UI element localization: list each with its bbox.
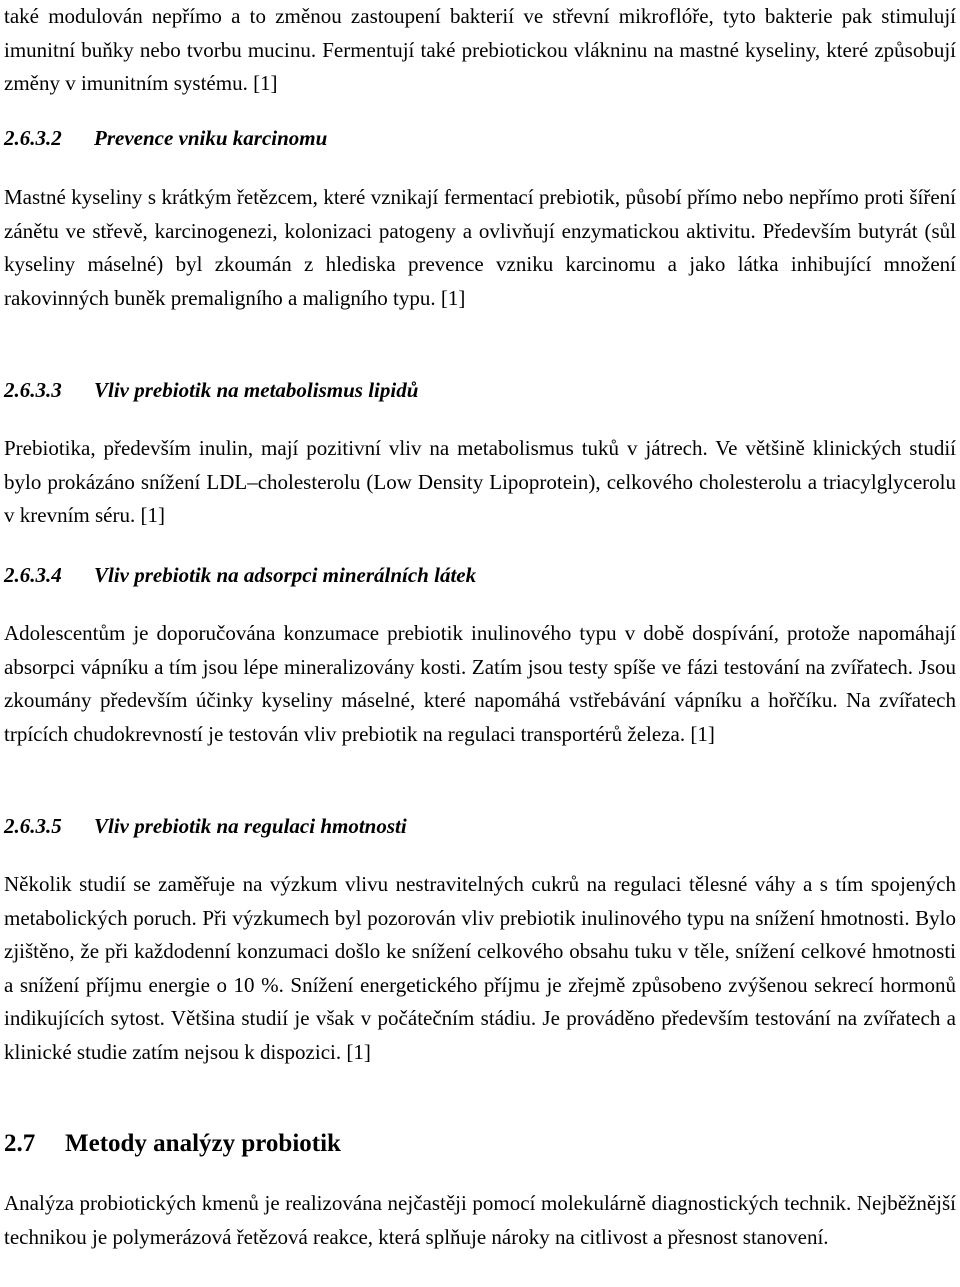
section-2-6-3-3-body	[4, 432, 956, 533]
section-2-6-3-2-body	[4, 181, 956, 315]
section-title: Prevence vniku karcinomu	[94, 126, 328, 150]
section-paragraph: Prebiotika, především inulin, mají pozitivní vliv na metabolismus tuků v játrech. Ve většině klinických studií bylo prokázáno snížení LDL–cholesterolu (Low Density Lipoprotein), celkového cholesterolu a triacylglycerolu v krevním séru. [1]	[4, 436, 956, 527]
section-2-6-3-4-body	[4, 617, 956, 751]
section-title: Vliv prebiotik na adsorpci minerálních látek	[94, 563, 477, 587]
section-paragraph: Adolescentům je doporučována konzumace prebiotik inulinového typu v době dospívání, protože napomáhají absorpci vápníku a tím jsou lépe mineralizovány kosti. Zatím jsou testy spíše ve fázi testování na zvířatech. Jsou zkoumány především účinky kyseliny máselné, které napomáhá vstřebávání vápníku a hořčíku. Na zvířatech trpících chudokrevností je testován vliv prebiotik na regulaci transportérů železa. [1]	[4, 621, 956, 746]
chapter-paragraph: Analýza probiotických kmenů je realizována nejčastěji pomocí molekulárně diagnostických technik. Nejběžnější technikou je polymerázová řetězová reakce, která splňuje nároky na citlivost a přesnost stanovení.	[4, 1191, 956, 1249]
section-heading	[4, 374, 956, 408]
chapter-2-7	[4, 1126, 956, 1162]
section-number: 2.6.3.5	[4, 814, 62, 838]
section-number: 2.6.3.3	[4, 378, 62, 402]
intro-section	[4, 0, 956, 101]
section-heading	[4, 559, 956, 593]
section-2-6-3-5-body	[4, 868, 956, 1069]
section-2-6-3-2	[4, 122, 956, 156]
section-number: 2.6.3.4	[4, 563, 62, 587]
chapter-heading	[4, 1126, 956, 1162]
section-number: 2.6.3.2	[4, 126, 62, 150]
chapter-number: 2.7	[4, 1130, 36, 1157]
section-title: Vliv prebiotik na regulaci hmotnosti	[94, 814, 407, 838]
intro-paragraph: také modulován nepřímo a to změnou zastoupení bakterií ve střevní mikroflóře, tyto bakterie pak stimulují imunitní buňky nebo tvorbu mucinu. Fermentují také prebiotickou vlákninu na mastné kyseliny, které způsobují změny v imunitním systému. [1]	[4, 4, 956, 95]
section-heading	[4, 122, 956, 156]
section-2-6-3-3	[4, 374, 956, 408]
chapter-title: Metody analýzy probiotik	[65, 1130, 341, 1157]
section-title: Vliv prebiotik na metabolismus lipidů	[94, 378, 419, 402]
section-heading	[4, 810, 956, 844]
section-2-6-3-5	[4, 810, 956, 844]
section-paragraph: Mastné kyseliny s krátkým řetězcem, které vznikají fermentací prebiotik, působí přímo nebo nepřímo proti šíření zánětu ve střevě, karcinogenezi, kolonizaci patogeny a ovlivňují enzymatickou aktivitu. Především butyrát (sůl kyseliny máselné) byl zkoumán z hlediska prevence vzniku karcinomu a jako látka inhibující množení rakovinných buněk premaligního a maligního typu. [1]	[4, 185, 956, 310]
section-paragraph: Několik studií se zaměřuje na výzkum vlivu nestravitelných cukrů na regulaci tělesné váhy a s tím spojených metabolických poruch. Při výzkumech byl pozorován vliv prebiotik inulinového typu na snížení hmotnosti. Bylo zjištěno, že při každodenní konzumaci došlo ke snížení celkového obsahu tuku v těle, snížení celkové hmotnosti a snížení příjmu energie o 10 %. Snížení energetického příjmu je zřejmě způsobeno zvýšenou sekrecí hormonů indikujících sytost. Většina studií je však v počátečním stádiu. Je prováděno především testování na zvířatech a klinické studie zatím nejsou k dispozici. [1]	[4, 872, 956, 1064]
chapter-2-7-body	[4, 1187, 956, 1254]
section-2-6-3-4	[4, 559, 956, 593]
